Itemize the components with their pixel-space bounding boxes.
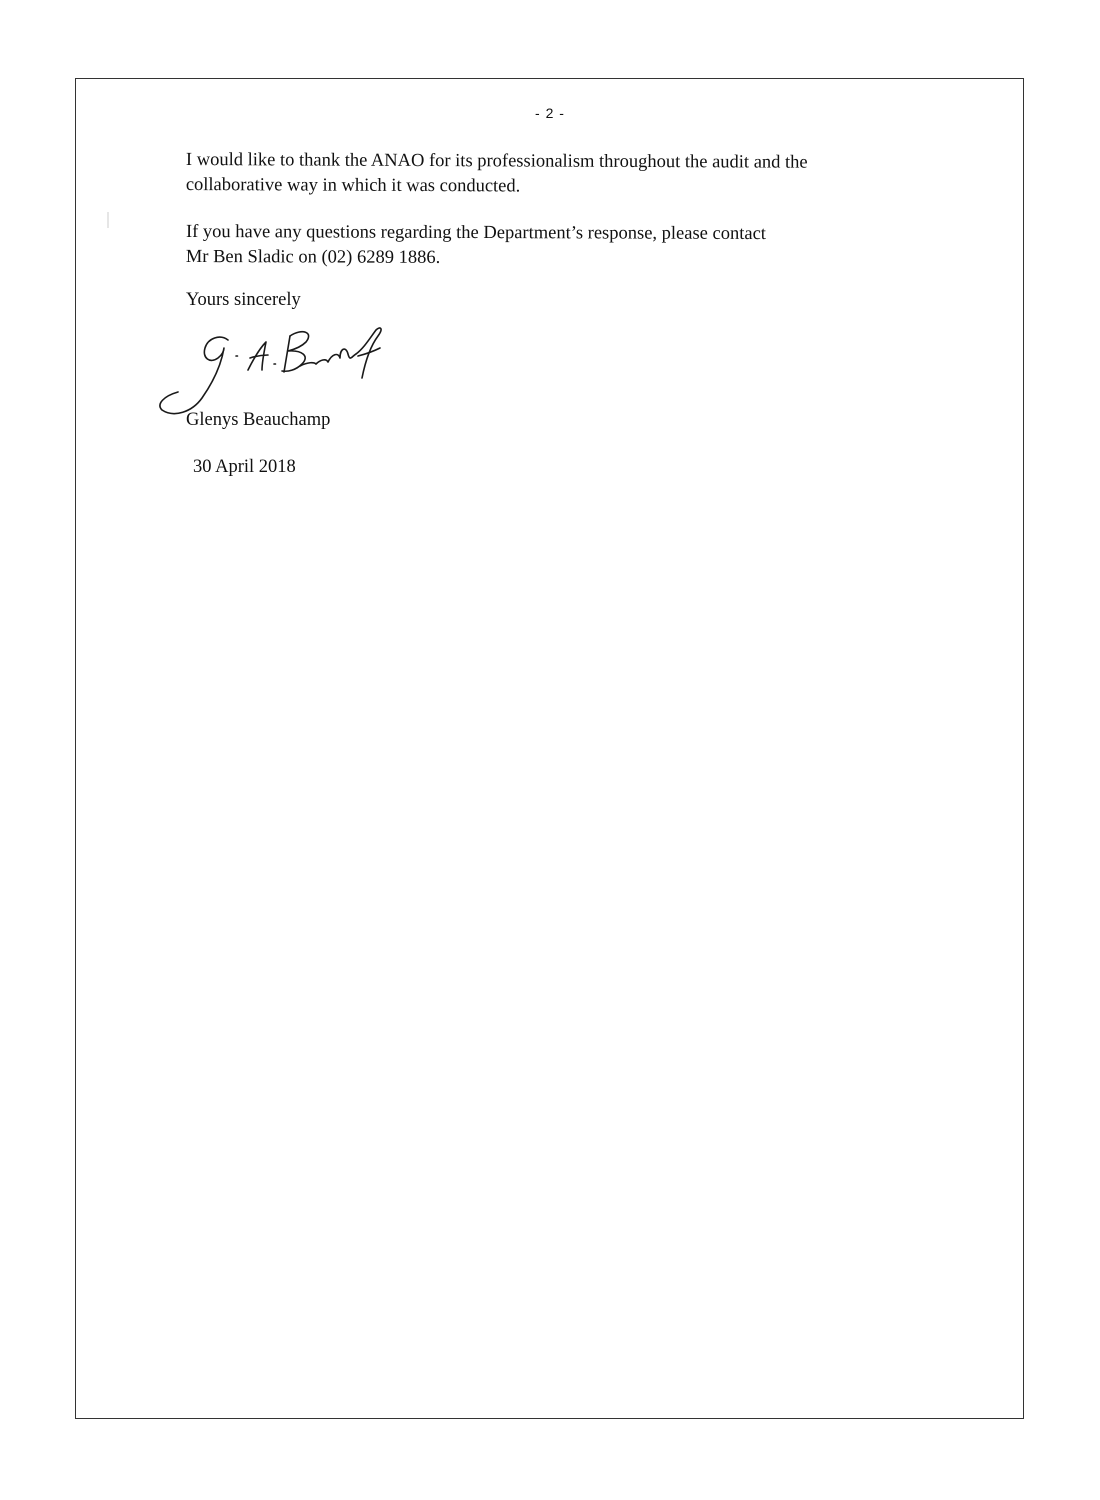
letter-date: 30 April 2018 <box>193 457 296 477</box>
page-number: - 2 - <box>535 105 565 121</box>
contact-paragraph <box>186 220 946 273</box>
page-border <box>75 78 1024 1419</box>
paragraph-line: If you have any questions regarding the Department’s response, please contact <box>185 221 766 245</box>
paragraph-line: Mr Ben Sladic on (02) 6289 1886. <box>185 246 441 268</box>
paragraph-line: I would like to thank the ANAO for its professionalism throughout the audit and the <box>185 149 808 173</box>
handwritten-signature <box>150 318 420 418</box>
scan-artifact <box>107 212 109 228</box>
thanks-paragraph <box>186 148 946 201</box>
paragraph-line: collaborative way in which it was conducted. <box>185 174 521 197</box>
signatory-name: Glenys Beauchamp <box>186 410 331 430</box>
closing-salutation: Yours sincerely <box>186 290 301 310</box>
